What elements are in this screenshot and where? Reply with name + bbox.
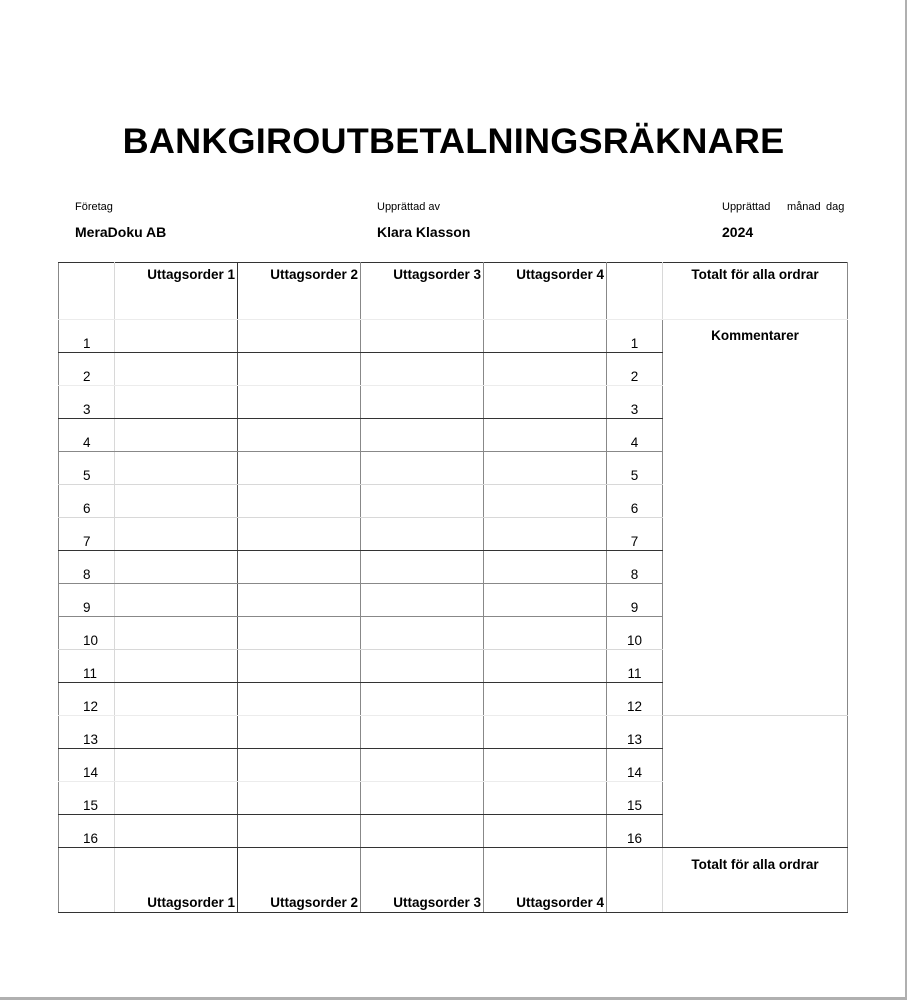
amount-cell[interactable] bbox=[484, 650, 607, 683]
table-row bbox=[59, 320, 848, 353]
amount-cell[interactable] bbox=[484, 683, 607, 716]
row-number: 4 bbox=[59, 419, 115, 452]
amount-cell[interactable] bbox=[238, 815, 361, 848]
amount-cell[interactable] bbox=[238, 749, 361, 782]
row-number-right: 1 bbox=[607, 320, 663, 353]
amount-cell[interactable] bbox=[115, 584, 238, 617]
amount-cell[interactable] bbox=[361, 782, 484, 815]
amount-cell[interactable] bbox=[238, 716, 361, 749]
row-number-right: 15 bbox=[607, 782, 663, 815]
row-number: 16 bbox=[59, 815, 115, 848]
row-number: 15 bbox=[59, 782, 115, 815]
month-label: månad bbox=[787, 201, 821, 213]
comments-area[interactable] bbox=[663, 716, 848, 848]
row-number-right: 14 bbox=[607, 749, 663, 782]
row-number-right: 3 bbox=[607, 386, 663, 419]
row-number: 9 bbox=[59, 584, 115, 617]
footer-order-label: Uttagsorder 2 bbox=[238, 848, 361, 913]
amount-cell[interactable] bbox=[238, 485, 361, 518]
amount-cell[interactable] bbox=[484, 518, 607, 551]
amount-cell[interactable] bbox=[484, 485, 607, 518]
amount-cell[interactable] bbox=[361, 650, 484, 683]
amount-cell[interactable] bbox=[361, 716, 484, 749]
amount-cell[interactable] bbox=[115, 485, 238, 518]
footer-order-label: Uttagsorder 1 bbox=[115, 848, 238, 913]
amount-cell[interactable] bbox=[484, 716, 607, 749]
footer-total-label: Totalt för alla ordrar bbox=[663, 848, 848, 913]
amount-cell[interactable] bbox=[238, 518, 361, 551]
row-number: 13 bbox=[59, 716, 115, 749]
amount-cell[interactable] bbox=[115, 353, 238, 386]
total-header: Totalt för alla ordrar bbox=[663, 263, 848, 320]
order-header: Uttagsorder 2 bbox=[238, 263, 361, 320]
page-title: BANKGIROUTBETALNINGSRÄKNARE bbox=[122, 122, 785, 161]
row-number: 12 bbox=[59, 683, 115, 716]
row-number: 1 bbox=[59, 320, 115, 353]
amount-cell[interactable] bbox=[484, 551, 607, 584]
footer-order-label: Uttagsorder 3 bbox=[361, 848, 484, 913]
footer-blank-cell bbox=[607, 848, 663, 913]
row-number: 10 bbox=[59, 617, 115, 650]
row-number-right: 7 bbox=[607, 518, 663, 551]
amount-cell[interactable] bbox=[484, 617, 607, 650]
amount-cell[interactable] bbox=[238, 650, 361, 683]
amount-cell[interactable] bbox=[115, 452, 238, 485]
amount-cell[interactable] bbox=[361, 749, 484, 782]
amount-cell[interactable] bbox=[361, 683, 484, 716]
row-number: 3 bbox=[59, 386, 115, 419]
amount-cell[interactable] bbox=[115, 749, 238, 782]
company-label: Företag bbox=[75, 201, 113, 213]
row-number-right: 5 bbox=[607, 452, 663, 485]
amount-cell[interactable] bbox=[115, 815, 238, 848]
order-header: Uttagsorder 4 bbox=[484, 263, 607, 320]
amount-cell[interactable] bbox=[115, 617, 238, 650]
row-number-right: 2 bbox=[607, 353, 663, 386]
amount-cell[interactable] bbox=[361, 320, 484, 353]
amount-cell[interactable] bbox=[115, 419, 238, 452]
amount-cell[interactable] bbox=[115, 683, 238, 716]
amount-cell[interactable] bbox=[238, 782, 361, 815]
amount-cell[interactable] bbox=[361, 452, 484, 485]
amount-cell[interactable] bbox=[361, 551, 484, 584]
amount-cell[interactable] bbox=[361, 353, 484, 386]
amount-cell[interactable] bbox=[115, 518, 238, 551]
amount-cell[interactable] bbox=[484, 386, 607, 419]
row-number: 2 bbox=[59, 353, 115, 386]
amount-cell[interactable] bbox=[115, 650, 238, 683]
amount-cell[interactable] bbox=[238, 419, 361, 452]
day-label: dag bbox=[826, 201, 845, 213]
company-value[interactable]: MeraDoku AB bbox=[75, 224, 167, 240]
amount-cell[interactable] bbox=[238, 584, 361, 617]
amount-cell[interactable] bbox=[484, 419, 607, 452]
row-number: 6 bbox=[59, 485, 115, 518]
amount-cell[interactable] bbox=[361, 815, 484, 848]
row-number-right: 10 bbox=[607, 617, 663, 650]
amount-cell[interactable] bbox=[238, 320, 361, 353]
row-number: 7 bbox=[59, 518, 115, 551]
order-header: Uttagsorder 3 bbox=[361, 263, 484, 320]
amount-cell[interactable] bbox=[361, 485, 484, 518]
row-number: 14 bbox=[59, 749, 115, 782]
amount-cell[interactable] bbox=[238, 551, 361, 584]
table-row bbox=[59, 716, 848, 749]
amount-cell[interactable] bbox=[484, 320, 607, 353]
row-number-right: 13 bbox=[607, 716, 663, 749]
row-number-right: 11 bbox=[607, 650, 663, 683]
amount-cell[interactable] bbox=[484, 584, 607, 617]
row-number-right: 9 bbox=[607, 584, 663, 617]
amount-cell[interactable] bbox=[238, 683, 361, 716]
amount-cell[interactable] bbox=[484, 452, 607, 485]
amount-cell[interactable] bbox=[361, 518, 484, 551]
footer-blank-cell bbox=[59, 848, 115, 913]
amount-cell[interactable] bbox=[115, 716, 238, 749]
row-number: 11 bbox=[59, 650, 115, 683]
order-header: Uttagsorder 1 bbox=[115, 263, 238, 320]
amount-cell[interactable] bbox=[361, 419, 484, 452]
comments-label: Kommentarer bbox=[663, 320, 848, 716]
amount-cell[interactable] bbox=[238, 617, 361, 650]
row-number: 8 bbox=[59, 551, 115, 584]
amount-cell[interactable] bbox=[361, 584, 484, 617]
amount-cell[interactable] bbox=[484, 782, 607, 815]
amount-cell[interactable] bbox=[361, 386, 484, 419]
amount-cell[interactable] bbox=[115, 386, 238, 419]
amount-cell[interactable] bbox=[484, 815, 607, 848]
amount-cell[interactable] bbox=[115, 551, 238, 584]
amount-cell[interactable] bbox=[115, 320, 238, 353]
amount-cell[interactable] bbox=[238, 353, 361, 386]
row-number: 5 bbox=[59, 452, 115, 485]
row-number-right: 16 bbox=[607, 815, 663, 848]
row-number-right: 8 bbox=[607, 551, 663, 584]
row-number-right: 12 bbox=[607, 683, 663, 716]
prepared-by-value[interactable]: Klara Klasson bbox=[377, 224, 471, 240]
header-blank-cell bbox=[59, 263, 115, 320]
header-blank-cell bbox=[607, 263, 663, 320]
footer-order-label: Uttagsorder 4 bbox=[484, 848, 607, 913]
amount-cell[interactable] bbox=[361, 617, 484, 650]
date-label: Upprättad bbox=[722, 201, 771, 213]
amount-cell[interactable] bbox=[238, 386, 361, 419]
table-footer-row bbox=[59, 848, 848, 913]
table-header-row bbox=[59, 263, 848, 320]
amount-cell[interactable] bbox=[484, 353, 607, 386]
row-number-right: 6 bbox=[607, 485, 663, 518]
payment-table bbox=[58, 262, 848, 913]
row-number-right: 4 bbox=[607, 419, 663, 452]
amount-cell[interactable] bbox=[115, 782, 238, 815]
date-value[interactable]: 2024 bbox=[722, 224, 754, 240]
prepared-by-label: Upprättad av bbox=[377, 201, 440, 213]
amount-cell[interactable] bbox=[238, 452, 361, 485]
amount-cell[interactable] bbox=[484, 749, 607, 782]
